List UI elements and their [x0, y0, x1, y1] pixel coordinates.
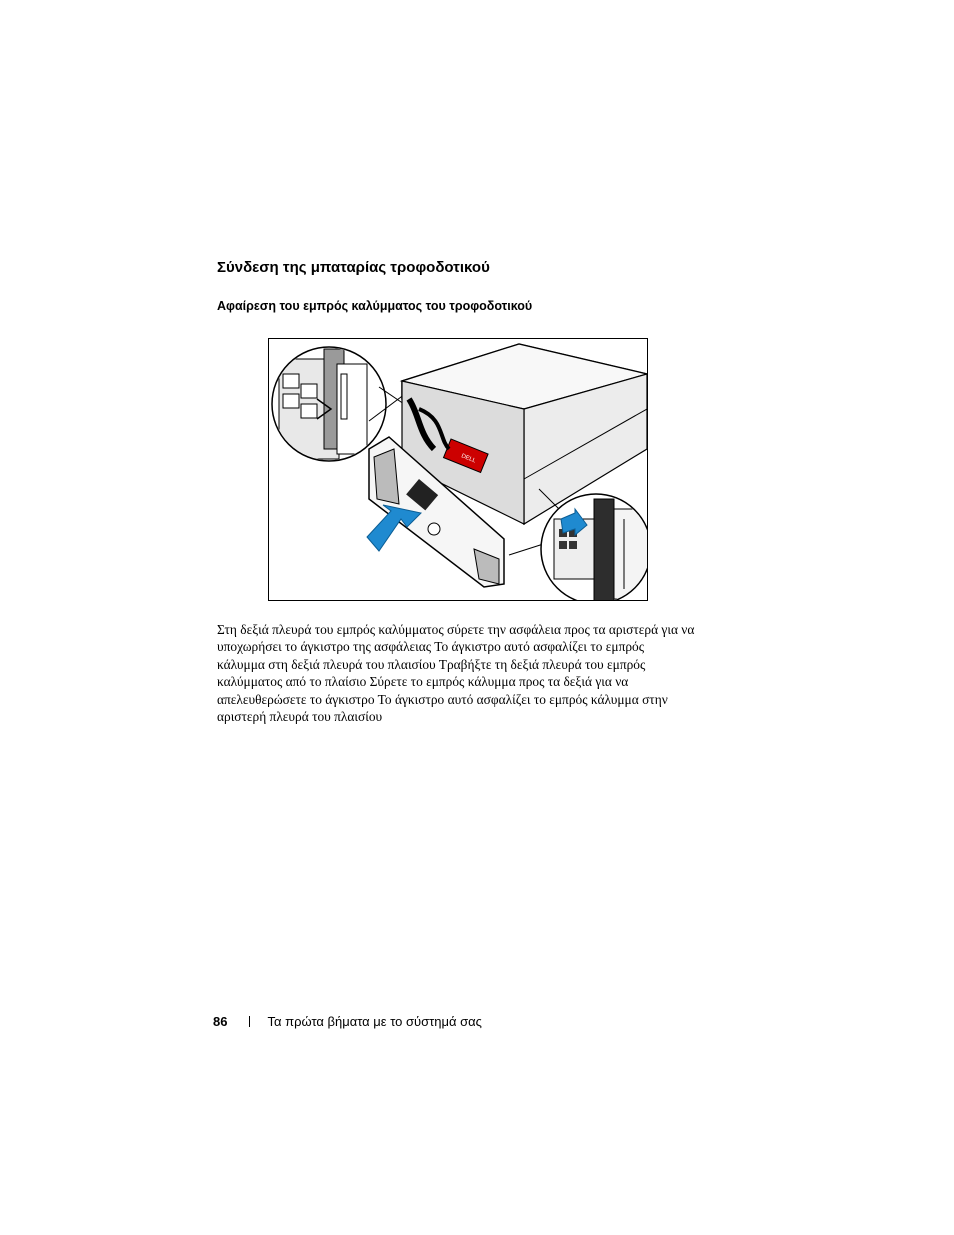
paragraph-line: υποχωρήσει το άγκιστρο της ασφάλειας Το άγκιστρο αυτό ασφαλίζει το εμπρός — [217, 639, 645, 655]
section-title: Σύνδεση της μπαταρίας τροφοδοτικού — [217, 259, 490, 276]
footer-separator — [249, 1016, 250, 1027]
detail-circle-top-left — [272, 347, 386, 461]
subsection-title: Αφαίρεση του εμπρός καλύμματος του τροφοδοτικού — [217, 299, 533, 313]
paragraph-line: απελευθερώσετε το άγκιστρο Το άγκιστρο αυτό ασφαλίζει το εμπρός κάλυμμα στην — [217, 691, 668, 707]
page-footer — [213, 1014, 482, 1029]
figure-remove-front-cover — [268, 338, 648, 601]
instruction-paragraph — [217, 621, 727, 725]
paragraph-line: αριστερή πλευρά του πλαισίου — [217, 709, 383, 725]
paragraph-line: καλύμματος από το πλαίσιο Σύρετε το εμπρός κάλυμμα προς τα δεξιά για να — [217, 674, 629, 690]
detail-circle-bottom-right — [541, 494, 647, 600]
paragraph-line: κάλυμμα στη δεξιά πλευρά του πλαισίου Τραβήξτε τη δεξιά πλευρά του εμπρός — [217, 656, 646, 672]
svg-text:DELL: DELL — [460, 453, 477, 465]
illustration — [269, 339, 647, 600]
chapter-title: Τα πρώτα βήματα με το σύστημά σας — [267, 1014, 482, 1029]
paragraph-line: Στη δεξιά πλευρά του εμπρός καλύμματος σύρετε την ασφάλεια προς τα αριστερά για να — [217, 622, 695, 637]
page-number: 86 — [213, 1014, 228, 1029]
